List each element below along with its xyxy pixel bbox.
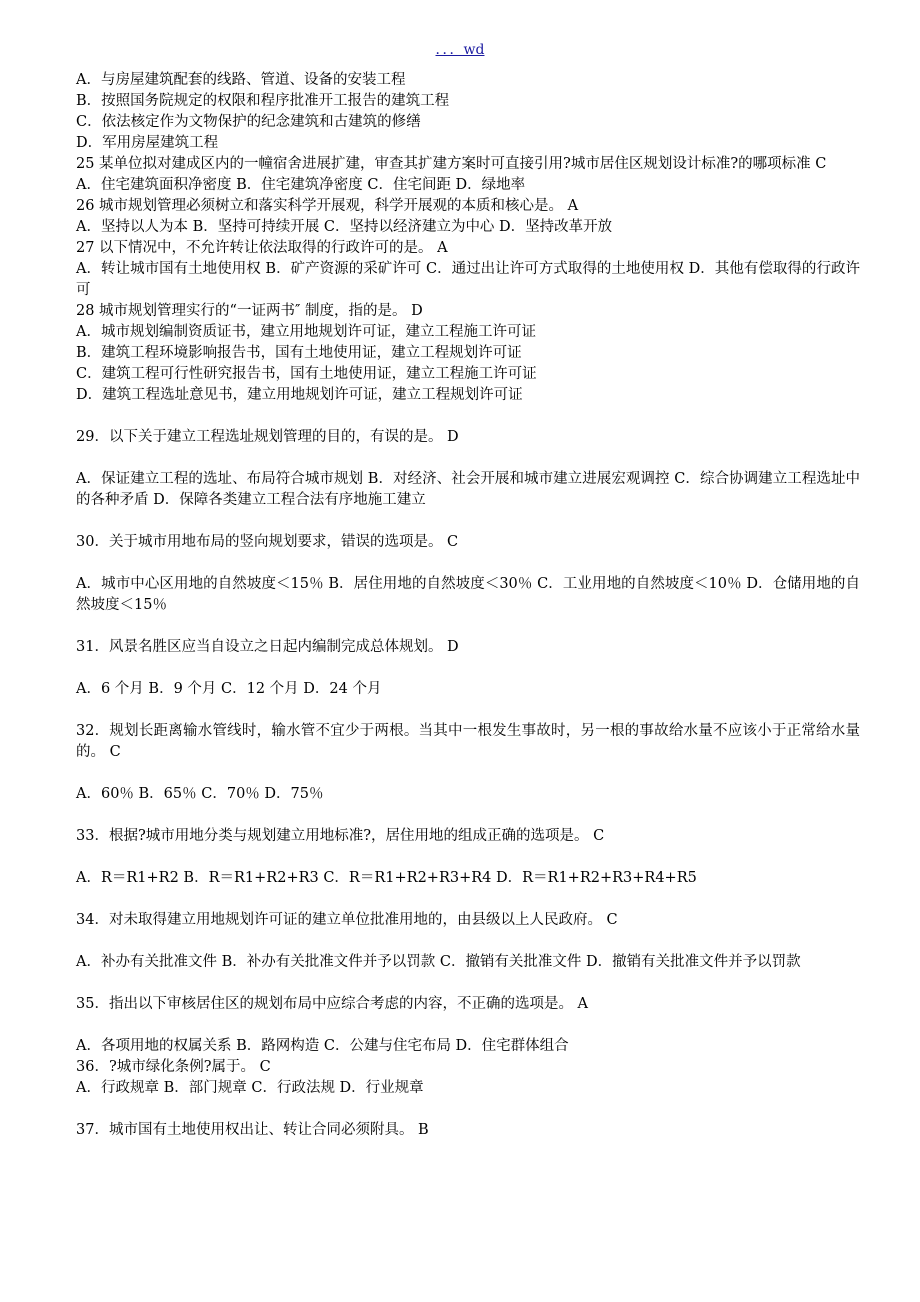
blank-line <box>76 931 860 952</box>
blank-line <box>76 658 860 679</box>
blank-line <box>76 805 860 826</box>
page-header <box>0 40 920 60</box>
text-line: D．军用房屋建筑工程 <box>76 135 219 151</box>
text-line: C．建筑工程可行性研究报告书，国有土地使用证，建立工程施工许可证 <box>76 366 537 382</box>
text-line: C．依法核定作为文物保护的纪念建筑和古建筑的修缮 <box>76 114 421 130</box>
text-line: A．各项用地的权属关系 B．路网构造 C．公建与住宅布局 D．住宅群体组合 <box>76 1038 569 1054</box>
blank-line <box>76 406 860 427</box>
text-line: A．与房屋建筑配套的线路、管道、设备的安装工程 <box>76 72 406 88</box>
text-line: A．行政规章 B．部门规章 C．行政法规 D．行业规章 <box>76 1080 424 1096</box>
text-line: A．6 个月 B．9 个月 C．12 个月 D．24 个月 <box>76 681 382 697</box>
text-line: D．建筑工程选址意见书，建立用地规划许可证，建立工程规划许可证 <box>76 387 523 403</box>
blank-line <box>76 847 860 868</box>
text-line: 30．关于城市用地布局的竖向规划要求，错误的选项是。 C <box>76 534 459 550</box>
blank-line <box>76 973 860 994</box>
blank-line <box>76 1099 860 1120</box>
text-line: 37．城市国有土地使用权出让、转让合同必须附具。 B <box>76 1122 429 1138</box>
blank-line <box>76 616 860 637</box>
text-line: 29．以下关于建立工程选址规划管理的目的，有误的是。 D <box>76 429 459 445</box>
header-link[interactable]: ．．．wd <box>435 42 485 58</box>
text-line: A．坚持以人为本 B．坚持可持续开展 C．坚持以经济建立为中心 D．坚持改革开放 <box>76 219 613 235</box>
text-line: 27 以下情况中，不允许转让依法取得的行政许可的是。 A <box>76 240 448 256</box>
text-line: B．建筑工程环境影响报告书，国有土地使用证，建立工程规划许可证 <box>76 345 522 361</box>
blank-line <box>76 448 860 469</box>
text-line: A．城市中心区用地的自然坡度＜15％ B．居住用地的自然坡度＜30％ C．工业用地的自然坡度＜10％ D．仓储用地的自然坡度＜15％ <box>76 576 860 613</box>
text-line: A．转让城市国有土地使用权 B．矿产资源的采矿许可 C．通过出让许可方式取得的土地使用权 D．其他有偿取得的行政许可 <box>76 261 860 298</box>
text-line: A．60％ B．65％ C．70％ D．75％ <box>76 786 324 802</box>
text-line: 35．指出以下审核居住区的规划布局中应综合考虑的内容，不正确的选项是。 A <box>76 996 589 1012</box>
blank-line <box>76 553 860 574</box>
text-line: 31．风景名胜区应当自设立之日起内编制完成总体规划。 D <box>76 639 459 655</box>
text-line: A．城市规划编制资质证书，建立用地规划许可证，建立工程施工许可证 <box>76 324 536 340</box>
text-line: 26 城市规划管理必须树立和落实科学开展观，科学开展观的本质和核心是。 A <box>76 198 579 214</box>
text-line: 25 某单位拟对建成区内的一幢宿舍进展扩建，审查其扩建方案时可直接引用?城市居住区规划设计标准?的哪项标准 C <box>76 156 827 172</box>
text-line: A．住宅建筑面积净密度 B．住宅建筑净密度 C．住宅间距 D．绿地率 <box>76 177 526 193</box>
text-line: B．按照国务院规定的权限和程序批准开工报告的建筑工程 <box>76 93 450 109</box>
text-line: A．R＝R1+R2 B．R＝R1+R2+R3 C．R＝R1+R2+R3+R4 D．R＝R1+R2+R3+R4+R5 <box>76 870 697 886</box>
blank-line <box>76 511 860 532</box>
text-line: 34．对未取得建立用地规划许可证的建立单位批准用地的，由县级以上人民政府。 C <box>76 912 618 928</box>
text-line: 32．规划长距离输水管线时，输水管不宜少于两根。当其中一根发生事故时，另一根的事故给水量不应该小于正常给水量的。 C <box>76 723 860 760</box>
text-line: 33．根据?城市用地分类与规划建立用地标准?，居住用地的组成正确的选项是。 C <box>76 828 605 844</box>
blank-line <box>76 889 860 910</box>
document-body <box>76 70 860 1141</box>
text-line: A．保证建立工程的选址、布局符合城市规划 B．对经济、社会开展和城市建立进展宏观调控 C．综合协调建立工程选址中的各种矛盾 D．保障各类建立工程合法有序地施工建立 <box>76 471 860 508</box>
text-line: 28 城市规划管理实行的“一证两书″ 制度，指的是。 D <box>76 303 423 319</box>
blank-line <box>76 700 860 721</box>
text-line: 36．?城市绿化条例?属于。 C <box>76 1059 271 1075</box>
blank-line <box>76 763 860 784</box>
text-line: A．补办有关批准文件 B．补办有关批准文件并予以罚款 C．撤销有关批准文件 D．撤销有关批准文件并予以罚款 <box>76 954 801 970</box>
blank-line <box>76 1015 860 1036</box>
